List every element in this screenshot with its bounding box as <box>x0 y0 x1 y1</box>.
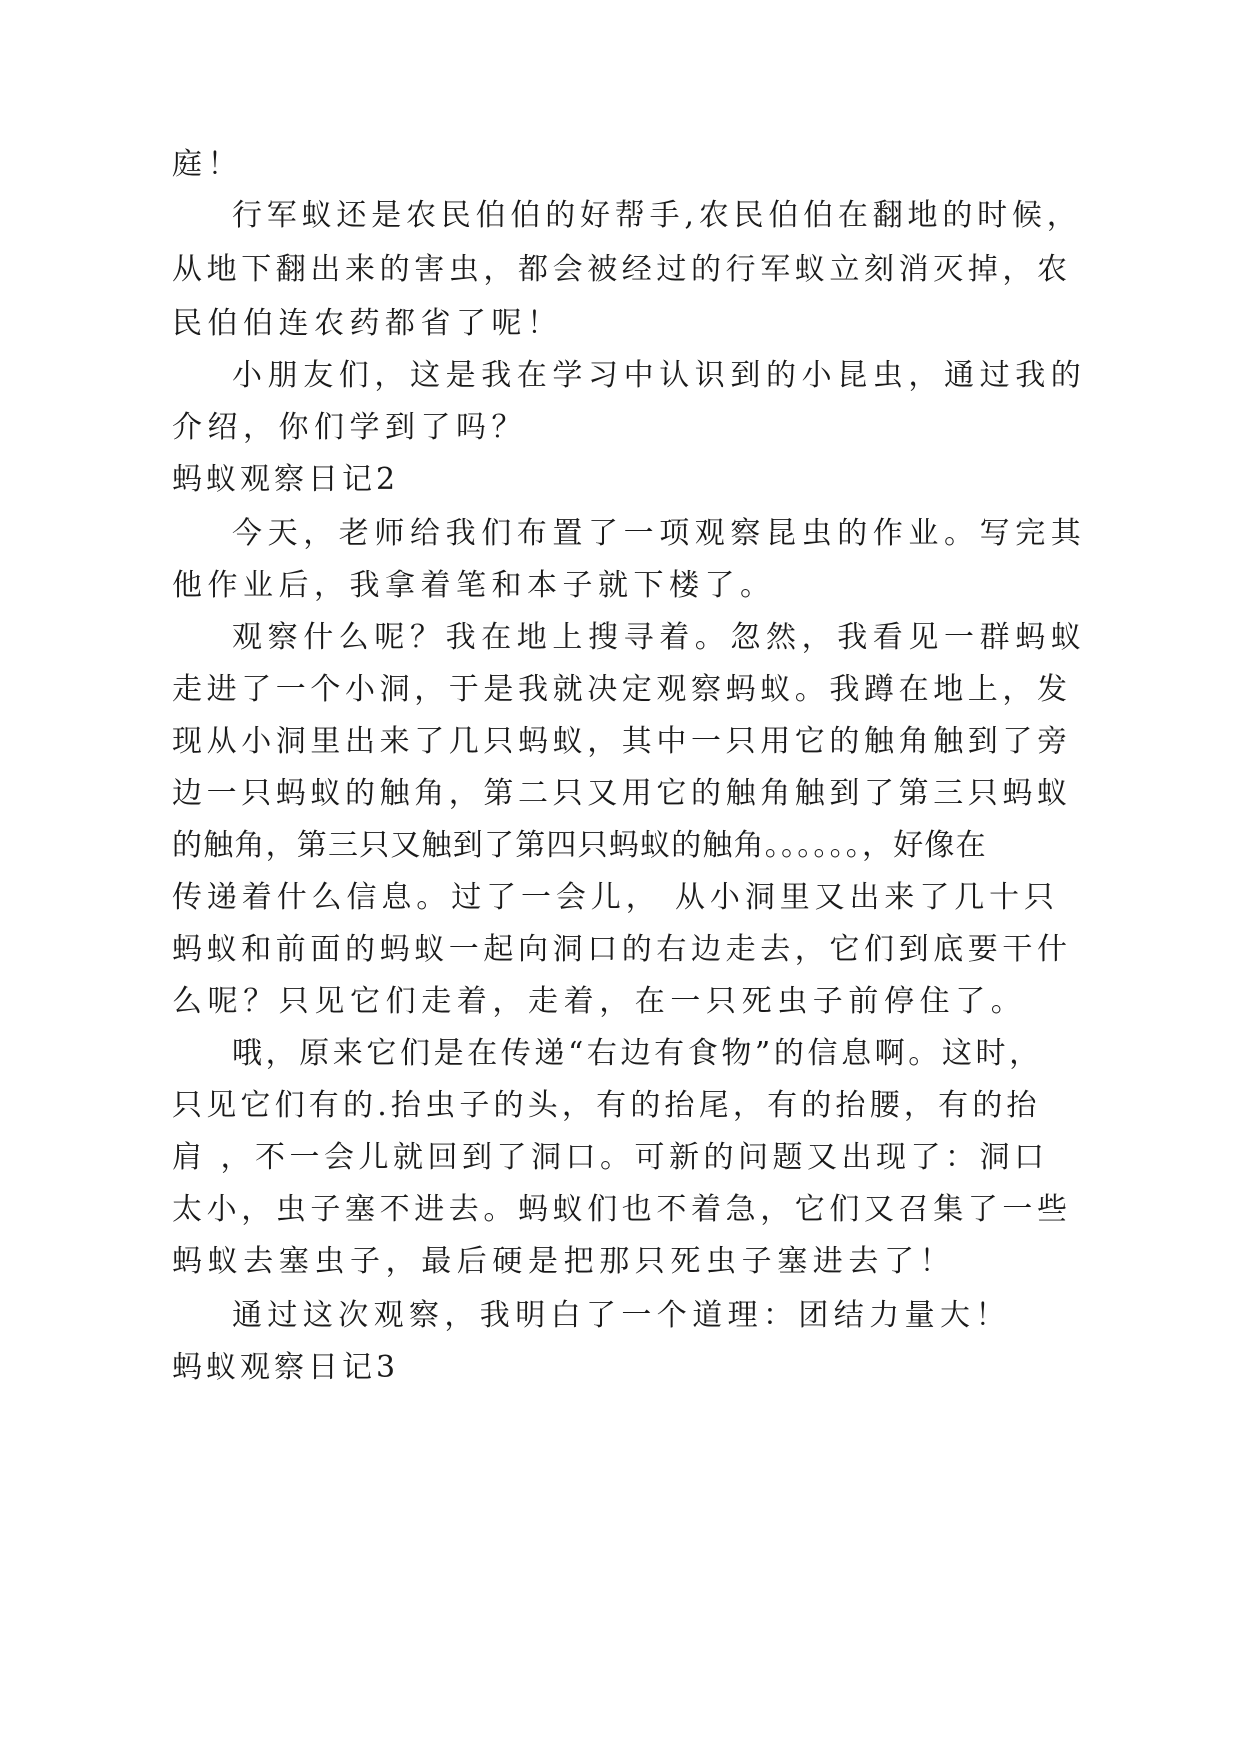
section-heading: 蚂蚁观察日记2 <box>172 462 400 497</box>
text-line: 民伯伯连农药都省了呢！ <box>172 306 563 341</box>
paragraph-first-line: 小朋友们，这是我在学习中认识到的小昆虫，通过我的 <box>232 358 1087 393</box>
paragraph-first-line: 观察什么呢？我在地上搜寻着。忽然，我看见一群蚂蚁 <box>232 620 1087 655</box>
paragraph-first-line: 通过这次观察，我明白了一个道理：团结力量大！ <box>232 1298 1011 1333</box>
section-heading: 蚂蚁观察日记3 <box>172 1350 400 1385</box>
text-line: 他作业后，我拿着笔和本子就下楼了。 <box>172 568 776 603</box>
text-line: 只见它们有的.抬虫子的头，有的抬尾，有的抬腰，有的抬 <box>172 1088 1041 1123</box>
text-line: 走进了一个小洞，于是我就决定观察蚂蚁。我蹲在地上，发 <box>172 672 1072 707</box>
paragraph-first-line: 行军蚁还是农民伯伯的好帮手,农民伯伯在翻地的时候， <box>232 198 1082 233</box>
paragraph-first-line: 今天，老师给我们布置了一项观察昆虫的作业。写完其 <box>232 516 1087 551</box>
paragraph-first-line: 哦，原来它们是在传递“右边有食物”的信息啊。这时， <box>232 1036 1043 1071</box>
text-line: 蚂蚁和前面的蚂蚁一起向洞口的右边走去，它们到底要干什 <box>172 932 1072 967</box>
text-line: 太小，虫子塞不进去。蚂蚁们也不着急，它们又召集了一些 <box>172 1192 1072 1227</box>
text-line: 肩 ，不一会儿就回到了洞口。可新的问题又出现了：洞口 <box>172 1140 1049 1175</box>
text-line: 庭！ <box>172 147 243 182</box>
text-line: 从地下翻出来的害虫，都会被经过的行军蚁立刻消灭掉，农 <box>172 252 1072 287</box>
text-line: 蚂蚁去塞虫子，最后硬是把那只死虫子塞进去了！ <box>172 1244 956 1279</box>
text-line: 么呢？只见它们走着，走着，在一只死虫子前停住了。 <box>172 984 1027 1019</box>
text-line: 的触角，第三只又触到了第四只蚂蚁的触角。。。。。。，好像在 <box>172 828 987 863</box>
text-line: 现从小洞里出来了几只蚂蚁，其中一只用它的触角触到了旁 <box>172 724 1072 759</box>
text-line: 介绍，你们学到了吗？ <box>172 410 527 445</box>
text-line: 传递着什么信息。过了一会儿， 从小洞里又出来了几十只 <box>172 880 1059 915</box>
text-line: 边一只蚂蚁的触角，第二只又用它的触角触到了第三只蚂蚁 <box>172 776 1072 811</box>
